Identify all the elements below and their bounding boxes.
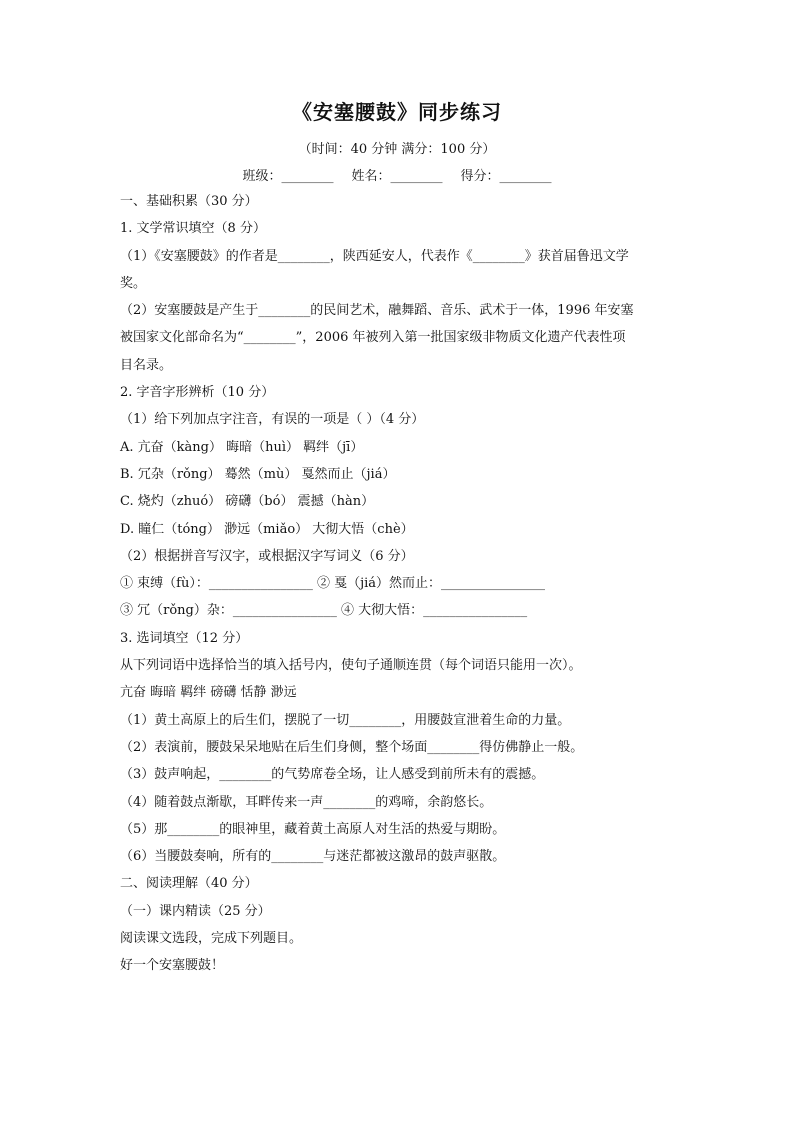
subsection-heading: （一）课内精读（25 分） (120, 903, 271, 919)
text-line: 阅读课文选段，完成下列题目。 (120, 931, 303, 947)
option-b: B. 冗杂（rǒng） 蓦然（mù） 戛然而止（jiá） (120, 466, 396, 482)
score-field: 得分：________ (460, 169, 552, 184)
section-heading: 一、基础积累（30 分） (120, 194, 258, 209)
question-heading: 3. 选词填空（12 分） (120, 630, 249, 646)
question-heading: 1. 文学常识填空（8 分） (120, 221, 266, 237)
text-line: 从下列词语中选择恰当的填入括号内，使句子通顺连贯（每个词语只能用一次）。 (120, 658, 582, 674)
text-line: 好一个安塞腰鼓！ (120, 958, 225, 974)
exam-time-score: （时间：40 分钟 满分：100 分） (298, 142, 496, 157)
exercise-body (120, 188, 678, 980)
text-line: 被国家文化部命名为“________”，2006 年被列入第一批国家级非物质文化遗产代表性项 (120, 330, 626, 346)
option-c: C. 烧灼（zhuó） 磅礴（bó） 震撼（hàn） (120, 494, 375, 510)
text-line: ③ 冗（rǒng）杂：________________ ④ 大彻大悟：________________ (120, 603, 528, 619)
text-line: （4）随着鼓点渐歇，耳畔传来一声________的鸡啼，余韵悠长。 (120, 794, 493, 810)
name-field: 姓名：________ (351, 169, 443, 184)
option-d: D. 瞳仁（tóng） 渺远（miǎo） 大彻大悟（chè） (120, 521, 414, 537)
text-line: （2）根据拼音写汉字，或根据汉字写词义（6 分） (120, 548, 414, 564)
text-line: （5）那________的眼神里，藏着黄土高原人对生活的热爱与期盼。 (120, 821, 506, 837)
text-line: 目名录。 (120, 357, 173, 373)
class-field: 班级：________ (242, 169, 334, 184)
text-line: （3）鼓声响起，________的气势席卷全场，让人感受到前所未有的震撼。 (120, 767, 545, 783)
text-line: （1）《安塞腰鼓》的作者是________，陕西延安人，代表作《________》获首届鲁迅文学 (120, 248, 629, 264)
student-info-row (0, 165, 794, 184)
option-a: A. 亢奋（kàng） 晦暗（huì） 羁绊（jī） (120, 439, 364, 455)
text-line: （2）表演前，腰鼓呆呆地贴在后生们身侧，整个场面________得仿佛静止一般。 (120, 739, 584, 755)
text-line: （1）给下列加点字注音，有误的一项是（ ）（4 分） (120, 412, 425, 428)
word-bank: 亢奋 晦暗 羁绊 磅礴 恬静 渺远 (120, 685, 297, 701)
page-title: 《安塞腰鼓》同步练习 (292, 100, 502, 124)
section-heading: 二、阅读理解（40 分） (120, 876, 258, 892)
text-line: ① 束缚（fù）：________________ ② 戛（jiá）然而止：________________ (120, 576, 546, 592)
question-heading: 2. 字音字形辨析（10 分） (120, 385, 275, 401)
text-line: （1）黄土高原上的后生们，摆脱了一切________，用腰鼓宣泄着生命的力量。 (120, 712, 571, 728)
text-line: （2）安塞腰鼓是产生于________的民间艺术，融舞蹈、音乐、武术于一体，1996 年安塞 (120, 303, 634, 319)
text-line: （6）当腰鼓奏响，所有的________与迷茫都被这激昂的鼓声驱散。 (120, 849, 506, 865)
text-line: 奖。 (120, 275, 147, 291)
